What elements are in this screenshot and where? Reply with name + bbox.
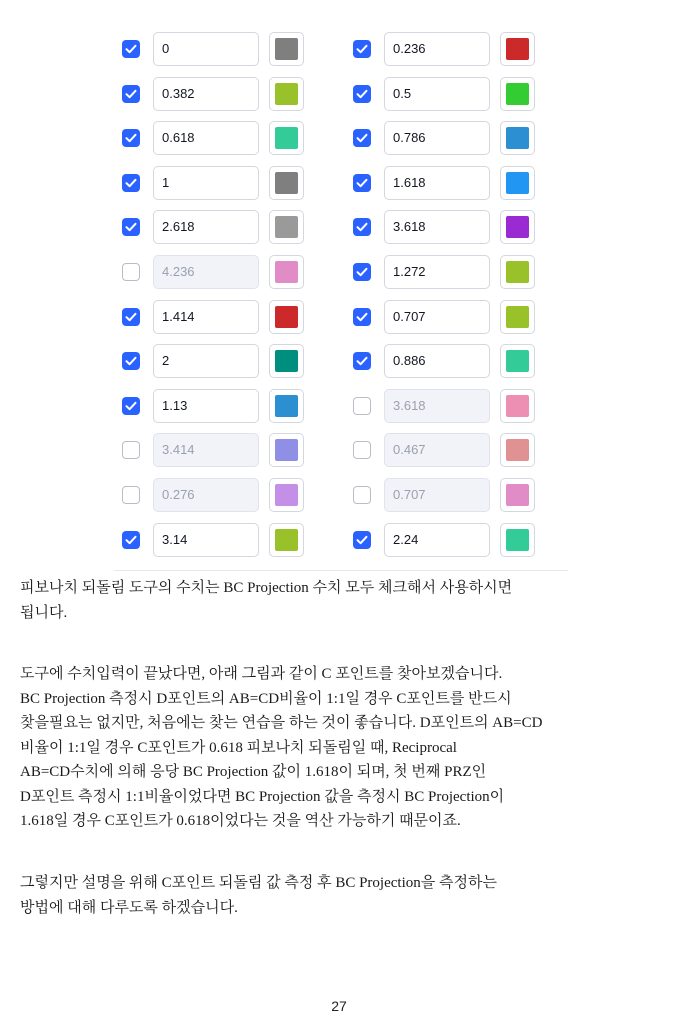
panel-divider xyxy=(114,570,568,571)
checkbox-checked[interactable] xyxy=(122,40,140,58)
page-number: 27 xyxy=(331,998,347,1014)
checkmark-icon xyxy=(124,42,138,56)
color-swatch-button[interactable] xyxy=(269,255,304,289)
color-swatch-fill xyxy=(506,38,529,60)
level-row-right xyxy=(353,32,535,68)
color-swatch-fill xyxy=(506,350,529,372)
text-line: 찾을필요는 없지만, 처음에는 찾는 연습을 하는 것이 좋습니다. D포인트의 AB=CD xyxy=(20,715,543,731)
color-swatch-button[interactable] xyxy=(269,32,304,66)
color-swatch-button[interactable] xyxy=(500,344,535,378)
color-swatch-fill xyxy=(275,83,298,105)
color-swatch-button[interactable] xyxy=(269,121,304,155)
checkbox-checked[interactable] xyxy=(122,531,140,549)
color-swatch-fill xyxy=(275,172,298,194)
checkmark-icon xyxy=(124,220,138,234)
level-value-input[interactable]: 0 xyxy=(153,32,259,66)
checkmark-icon xyxy=(124,176,138,190)
level-row-left xyxy=(122,523,304,559)
color-swatch-fill xyxy=(506,261,529,283)
color-swatch-fill xyxy=(275,306,298,328)
level-value-input[interactable]: 3.618 xyxy=(384,389,490,423)
checkbox-checked[interactable] xyxy=(353,129,371,147)
level-value-input[interactable]: 1.618 xyxy=(384,166,490,200)
paragraph-2 xyxy=(20,662,660,834)
level-row-left xyxy=(122,255,304,291)
level-row-right xyxy=(353,210,535,246)
text-line: 됩니다. xyxy=(20,604,68,621)
text-line: 피보나치 되돌림 도구의 수치는 BC Projection 수치 모두 체크해서 사용하시면 xyxy=(20,580,513,596)
level-row-right xyxy=(353,121,535,157)
checkmark-icon xyxy=(124,399,138,413)
checkbox-unchecked[interactable] xyxy=(122,263,140,281)
level-row-left xyxy=(122,121,304,157)
color-swatch-button[interactable] xyxy=(500,121,535,155)
color-swatch-fill xyxy=(506,216,529,238)
checkbox-checked[interactable] xyxy=(353,85,371,103)
level-value-input[interactable]: 1.272 xyxy=(384,255,490,289)
level-row-left xyxy=(122,166,304,202)
level-value-input[interactable]: 0.707 xyxy=(384,478,490,512)
level-row-right xyxy=(353,300,535,336)
checkbox-unchecked[interactable] xyxy=(122,486,140,504)
level-row-right xyxy=(353,255,535,291)
checkbox-checked[interactable] xyxy=(122,129,140,147)
text-line: 1.618일 경우 C포인트가 0.618이었다는 것을 역산 가능하기 때문이죠. xyxy=(20,813,461,829)
level-value-input[interactable]: 4.236 xyxy=(153,255,259,289)
level-value-input[interactable]: 0.276 xyxy=(153,478,259,512)
checkbox-checked[interactable] xyxy=(353,218,371,236)
level-row-right xyxy=(353,389,535,425)
checkbox-checked[interactable] xyxy=(353,308,371,326)
level-row-right xyxy=(353,523,535,559)
color-swatch-button[interactable] xyxy=(500,433,535,467)
level-value-input[interactable]: 0.707 xyxy=(384,300,490,334)
checkbox-checked[interactable] xyxy=(122,308,140,326)
color-swatch-fill xyxy=(506,306,529,328)
checkmark-icon xyxy=(124,87,138,101)
color-swatch-fill xyxy=(275,395,298,417)
level-value-input[interactable]: 2.618 xyxy=(153,210,259,244)
checkbox-checked[interactable] xyxy=(353,531,371,549)
text-line: 방법에 대해 다루도록 하겠습니다. xyxy=(20,899,238,916)
level-value-input[interactable]: 3.618 xyxy=(384,210,490,244)
text-line: D포인트 측정시 1:1비율이었다면 BC Projection 값을 측정시 BC Projection이 xyxy=(20,788,505,805)
color-swatch-button[interactable] xyxy=(269,210,304,244)
level-value-input[interactable]: 0.618 xyxy=(153,121,259,155)
level-value-input[interactable]: 0.5 xyxy=(384,77,490,111)
text-line: 비율이 1:1일 경우 C포인트가 0.618 피보나치 되돌림일 때, Reciprocal xyxy=(20,739,457,756)
checkmark-icon xyxy=(355,265,369,279)
level-row-left xyxy=(122,478,304,514)
color-swatch-button[interactable] xyxy=(500,300,535,334)
level-value-input[interactable]: 3.414 xyxy=(153,433,259,467)
checkbox-checked[interactable] xyxy=(353,40,371,58)
checkbox-unchecked[interactable] xyxy=(122,441,140,459)
color-swatch-fill xyxy=(275,484,298,506)
color-swatch-fill xyxy=(275,350,298,372)
checkmark-icon xyxy=(355,87,369,101)
checkbox-checked[interactable] xyxy=(122,85,140,103)
color-swatch-fill xyxy=(275,127,298,149)
color-swatch-button[interactable] xyxy=(500,77,535,111)
checkmark-icon xyxy=(124,533,138,547)
color-swatch-button[interactable] xyxy=(500,166,535,200)
level-value-input[interactable]: 3.14 xyxy=(153,523,259,557)
checkmark-icon xyxy=(124,131,138,145)
level-row-left xyxy=(122,389,304,425)
checkbox-unchecked[interactable] xyxy=(353,486,371,504)
color-swatch-button[interactable] xyxy=(500,210,535,244)
level-value-input[interactable]: 0.886 xyxy=(384,344,490,378)
checkmark-icon xyxy=(355,42,369,56)
checkbox-checked[interactable] xyxy=(122,218,140,236)
color-swatch-fill xyxy=(506,439,529,461)
level-value-input[interactable]: 2 xyxy=(153,344,259,378)
checkbox-unchecked[interactable] xyxy=(353,397,371,415)
checkmark-icon xyxy=(355,533,369,547)
checkmark-icon xyxy=(355,310,369,324)
checkmark-icon xyxy=(124,310,138,324)
color-swatch-fill xyxy=(506,395,529,417)
checkmark-icon xyxy=(355,220,369,234)
level-row-right xyxy=(353,433,535,469)
level-row-left xyxy=(122,77,304,113)
checkmark-icon xyxy=(355,131,369,145)
color-swatch-fill xyxy=(275,38,298,60)
color-swatch-button[interactable] xyxy=(500,478,535,512)
color-swatch-fill xyxy=(275,261,298,283)
color-swatch-button[interactable] xyxy=(269,166,304,200)
paragraph-3 xyxy=(20,871,660,920)
checkbox-checked[interactable] xyxy=(122,352,140,370)
color-swatch-button[interactable] xyxy=(269,389,304,423)
level-row-left xyxy=(122,300,304,336)
color-swatch-button[interactable] xyxy=(269,433,304,467)
level-row-right xyxy=(353,77,535,113)
checkmark-icon xyxy=(355,354,369,368)
color-swatch-fill xyxy=(506,529,529,551)
level-value-input[interactable]: 1.414 xyxy=(153,300,259,334)
checkbox-unchecked[interactable] xyxy=(353,441,371,459)
color-swatch-fill xyxy=(506,127,529,149)
level-value-input[interactable]: 0.236 xyxy=(384,32,490,66)
color-swatch-fill xyxy=(506,484,529,506)
level-value-input[interactable]: 2.24 xyxy=(384,523,490,557)
fib-levels-panel xyxy=(114,22,568,570)
color-swatch-button[interactable] xyxy=(269,300,304,334)
level-value-input[interactable]: 1.13 xyxy=(153,389,259,423)
color-swatch-button[interactable] xyxy=(500,523,535,557)
color-swatch-button[interactable] xyxy=(500,389,535,423)
checkbox-checked[interactable] xyxy=(353,263,371,281)
color-swatch-fill xyxy=(275,529,298,551)
color-swatch-button[interactable] xyxy=(269,523,304,557)
color-swatch-fill xyxy=(506,172,529,194)
text-line: AB=CD수치에 의해 응당 BC Projection 값이 1.618이 되며, 첫 번째 PRZ인 xyxy=(20,764,487,780)
level-row-right xyxy=(353,166,535,202)
level-value-input[interactable]: 0.786 xyxy=(384,121,490,155)
color-swatch-button[interactable] xyxy=(500,255,535,289)
color-swatch-fill xyxy=(275,216,298,238)
level-value-input[interactable]: 1 xyxy=(153,166,259,200)
color-swatch-button[interactable] xyxy=(269,344,304,378)
text-line: 도구에 수치입력이 끝났다면, 아래 그림과 같이 C 포인트를 찾아보겠습니다. xyxy=(20,666,503,682)
level-value-input[interactable]: 0.382 xyxy=(153,77,259,111)
color-swatch-button[interactable] xyxy=(269,77,304,111)
color-swatch-fill xyxy=(275,439,298,461)
level-row-left xyxy=(122,344,304,380)
checkbox-checked[interactable] xyxy=(353,174,371,192)
checkbox-checked[interactable] xyxy=(353,352,371,370)
level-row-left xyxy=(122,32,304,68)
checkbox-checked[interactable] xyxy=(122,397,140,415)
level-row-left xyxy=(122,210,304,246)
level-row-right xyxy=(353,478,535,514)
level-value-input[interactable]: 0.467 xyxy=(384,433,490,467)
level-row-left xyxy=(122,433,304,469)
level-row-right xyxy=(353,344,535,380)
checkmark-icon xyxy=(124,354,138,368)
checkmark-icon xyxy=(355,176,369,190)
checkbox-checked[interactable] xyxy=(122,174,140,192)
paragraph-1 xyxy=(20,576,660,625)
text-line: BC Projection 측정시 D포인트의 AB=CD비율이 1:1일 경우 C포인트를 반드시 xyxy=(20,690,512,707)
color-swatch-fill xyxy=(506,83,529,105)
color-swatch-button[interactable] xyxy=(500,32,535,66)
color-swatch-button[interactable] xyxy=(269,478,304,512)
text-line: 그렇지만 설명을 위해 C포인트 되돌림 값 측정 후 BC Projection을 측정하는 xyxy=(20,875,497,891)
